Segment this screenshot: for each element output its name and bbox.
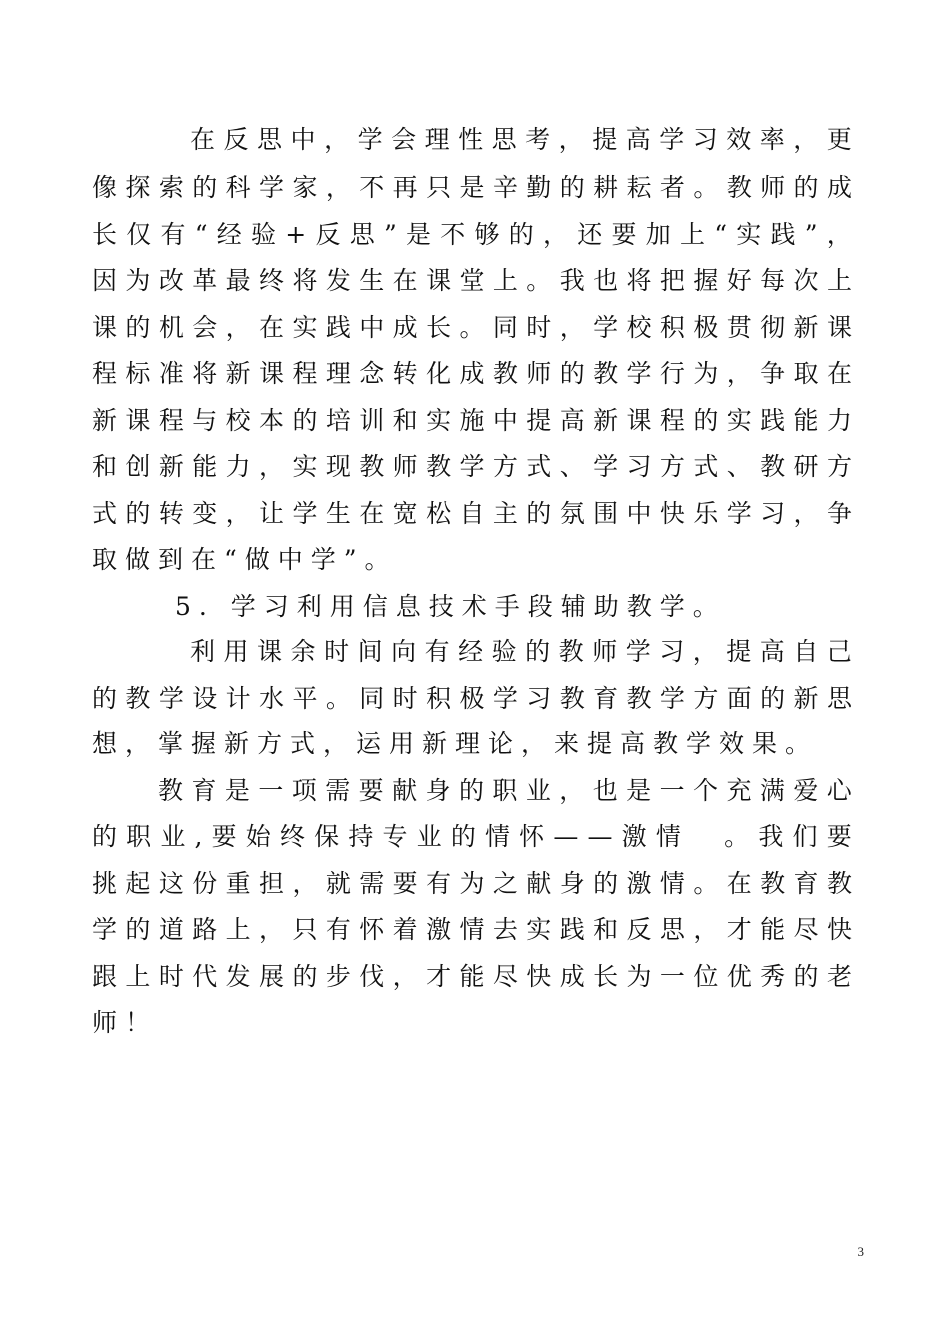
text-line: 师！	[92, 1008, 159, 1037]
section-heading: 5. 学习利用信息技术手段辅助教学。	[175, 592, 726, 621]
text-line: 课 的 机 会 ， 在 实 践 中 成 长 。 同 时 ， 学 校 积 极 贯 彻 新 课	[92, 313, 852, 342]
page-number: 3	[857, 1244, 864, 1259]
text-line: 长 仅 有 “ 经 验 + 反 思 ” 是 不 够 的 ， 还 要 加 上 “ 实 践 ” ，	[92, 220, 852, 249]
text-line: 的 教 学 设 计 水 平 。 同 时 积 极 学 习 教 育 教 学 方 面 的 新 思	[92, 684, 852, 713]
text-line: 新 课 程 与 校 本 的 培 训 和 实 施 中 提 高 新 课 程 的 实 践 能 力	[92, 406, 852, 435]
text-line: 程 标 准 将 新 课 程 理 念 转 化 成 教 师 的 教 学 行 为 ， 争 取 在	[92, 359, 852, 388]
text-line: 挑 起 这 份 重 担 ， 就 需 要 有 为 之 献 身 的 激 情 。 在 教 育 教	[92, 869, 852, 898]
text-line: 因 为 改 革 最 终 将 发 生 在 课 堂 上 。 我 也 将 把 握 好 每 次 上	[92, 266, 852, 295]
text-line: 利 用 课 余 时 间 向 有 经 验 的 教 师 学 习 ， 提 高 自 己	[190, 637, 852, 666]
text-line: 跟 上 时 代 发 展 的 步 伐 ， 才 能 尽 快 成 长 为 一 位 优 秀 的 老	[92, 962, 852, 991]
text-line: 取做到在“做中学”。	[92, 545, 398, 574]
text-line: 像 探 索 的 科 学 家 ， 不 再 只 是 辛 勤 的 耕 耘 者 。 教 师 的 成	[92, 173, 852, 202]
text-line: 学 的 道 路 上 ， 只 有 怀 着 激 情 去 实 践 和 反 思 ， 才 能 尽 快	[92, 915, 852, 944]
text-line: 的 职 业 , 要 始 终 保 持 专 业 的 情 怀 — — 激 情 。 我 们 要	[92, 822, 852, 851]
text-line: 想，掌握新方式，运用新理论，来提高教学效果。	[92, 729, 819, 758]
text-line: 和 创 新 能 力 ， 实 现 教 师 教 学 方 式 、 学 习 方 式 、 教 研 方	[92, 452, 852, 481]
text-line: 教 育 是 一 项 需 要 献 身 的 职 业 ， 也 是 一 个 充 满 爱 心	[158, 776, 852, 805]
text-line: 在 反 思 中 ， 学 会 理 性 思 考 ， 提 高 学 习 效 率 ， 更	[190, 125, 852, 154]
text-line: 式 的 转 变 ， 让 学 生 在 宽 松 自 主 的 氛 围 中 快 乐 学 习 ， 争	[92, 499, 852, 528]
